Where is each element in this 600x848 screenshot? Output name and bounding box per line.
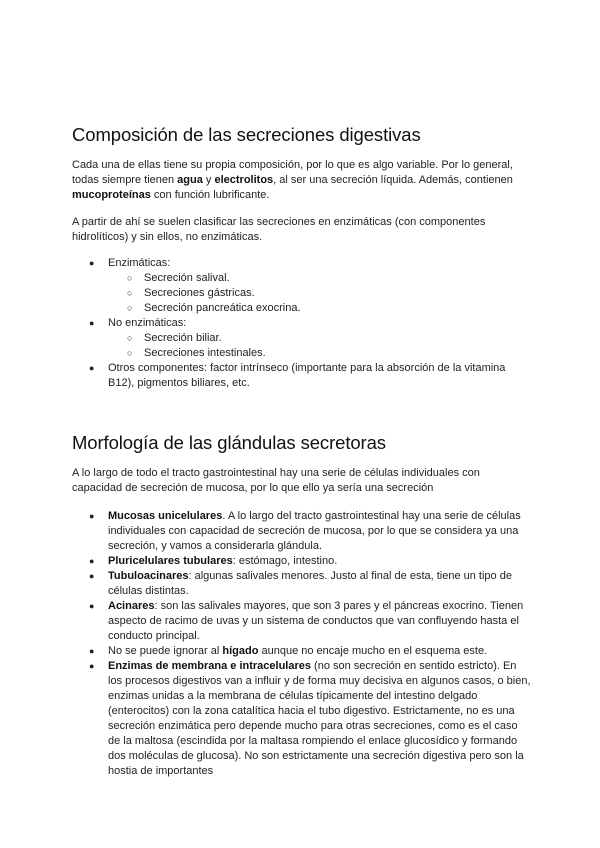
bold-term: hígado xyxy=(222,645,259,657)
paragraph-clasificacion: A partir de ahí se suelen clasificar las secreciones en enzimáticas (con componentes hidrolíticos) y sin ellos, no enzimáticas. xyxy=(72,216,486,243)
paragraph-intro-morfologia: A lo largo de todo el tracto gastrointestinal hay una serie de células individuales con capacidad de secreción de mucosa, por lo que ello ya sería una secreción xyxy=(72,467,480,494)
section-title-morfologia: Morfología de las glándulas secretoras xyxy=(72,432,386,453)
bullet-icon: ● xyxy=(89,258,95,268)
paragraph-intro-composicion xyxy=(72,158,532,203)
circle-bullet-icon: ○ xyxy=(127,333,133,343)
list-subitem-label: Secreción salival. xyxy=(144,272,230,284)
bold-term: Acinares xyxy=(108,600,155,612)
list-subitem xyxy=(72,346,532,361)
list-subitem-label: Secreciones gástricas. xyxy=(144,287,255,299)
list-item-enzimas-membrana xyxy=(72,659,532,779)
list-item-text: (no son secreción en sentido estricto). En los procesos digestivos van a influir y de forma muy decisiva en algunos casos, o bien, enzimas unidas a la membrana de células típicamente del intestino delgado (enterocitos) con la zona catalítica hacia el tubo digestivo. Estrictamente, no es una secreción enzimática pero depende mucho para otras secreciones, como es el caso de la maltosa (escindida por la maltasa rompiendo el enlace glucosídico y formando dos moléculas de glucosa). No son estrictamente una secreción digestiva pero son la hostia de importantes xyxy=(108,660,531,777)
list-item-label: Otros componentes: factor intrínseco (importante para la absorción de la vitamina B12), pigmentos biliares, etc. xyxy=(108,362,506,389)
circle-bullet-icon: ○ xyxy=(127,288,133,298)
bullet-icon: ● xyxy=(89,318,95,328)
list-item-enzimaticas xyxy=(72,256,532,271)
list-item-no-enzimaticas xyxy=(72,316,532,331)
circle-bullet-icon: ○ xyxy=(127,273,133,283)
list-subitem xyxy=(72,301,532,316)
bullet-icon: ● xyxy=(89,571,95,581)
bullet-icon: ● xyxy=(89,661,95,671)
list-subitem xyxy=(72,331,532,346)
text-span: con función lubrificante. xyxy=(150,189,270,201)
bullet-icon: ● xyxy=(89,511,95,521)
list-item-pluricelulares xyxy=(72,554,532,569)
text-span: Cada una de ellas tiene su propia composición, por lo que es algo variable. Por lo general, todas siempre tienen xyxy=(72,159,513,186)
list-item-tubuloacinares xyxy=(72,569,532,599)
circle-bullet-icon: ○ xyxy=(127,348,133,358)
list-item-text: No se puede ignorar al xyxy=(108,645,223,657)
list-subitem xyxy=(72,271,532,286)
list-item-acinares xyxy=(72,599,532,644)
bold-term-electrolitos: electrolitos xyxy=(214,174,274,186)
list-subitem-label: Secreción biliar. xyxy=(144,332,222,344)
gland-types-list xyxy=(72,509,532,779)
list-item-text: : estómago, intestino. xyxy=(232,555,338,567)
bold-term: Mucosas unicelulares xyxy=(108,510,223,522)
section-title-composicion: Composición de las secreciones digestivas xyxy=(72,124,421,145)
bold-term-mucoproteinas: mucoproteínas xyxy=(72,189,151,201)
list-item-text: . A lo largo del tracto gastrointestinal hay una serie de células individuales con capacidad de secreción de mucosa, por lo que se considera ya una secreción, y vamos a considerarla glándula. xyxy=(108,510,521,552)
list-item-mucosas xyxy=(72,509,532,554)
list-item-label: Enzimáticas: xyxy=(108,257,171,269)
bullet-icon: ● xyxy=(89,646,95,656)
bold-term: Enzimas de membrana e intracelulares xyxy=(108,660,311,672)
bullet-icon: ● xyxy=(89,363,95,373)
bold-term-agua: agua xyxy=(177,174,203,186)
list-item-higado xyxy=(72,644,532,659)
list-item-text: aunque no encaje mucho en el esquema este. xyxy=(258,645,488,657)
list-item-label: No enzimáticas: xyxy=(108,317,187,329)
bold-term: Pluricelulares tubulares xyxy=(108,555,233,567)
bold-term: Tubuloacinares xyxy=(108,570,189,582)
bullet-icon: ● xyxy=(89,601,95,611)
list-subitem-label: Secreciones intestinales. xyxy=(144,347,266,359)
list-item-text: : algunas salivales menores. Justo al final de esta, tiene un tipo de células distintas. xyxy=(108,570,512,597)
bullet-icon: ● xyxy=(89,556,95,566)
list-item-otros xyxy=(72,361,532,391)
text-span: y xyxy=(202,174,215,186)
list-subitem-label: Secreción pancreática exocrina. xyxy=(144,302,301,314)
text-span: , al ser una secreción líquida. Además, contienen xyxy=(273,174,513,186)
list-item-text: : son las salivales mayores, que son 3 pares y el páncreas exocrino. Tienen aspecto de racimo de uvas y un sistema de conductos que van confluyendo hasta el conducto principal. xyxy=(108,600,524,642)
secretion-types-list xyxy=(72,256,532,391)
list-subitem xyxy=(72,286,532,301)
circle-bullet-icon: ○ xyxy=(127,303,133,313)
